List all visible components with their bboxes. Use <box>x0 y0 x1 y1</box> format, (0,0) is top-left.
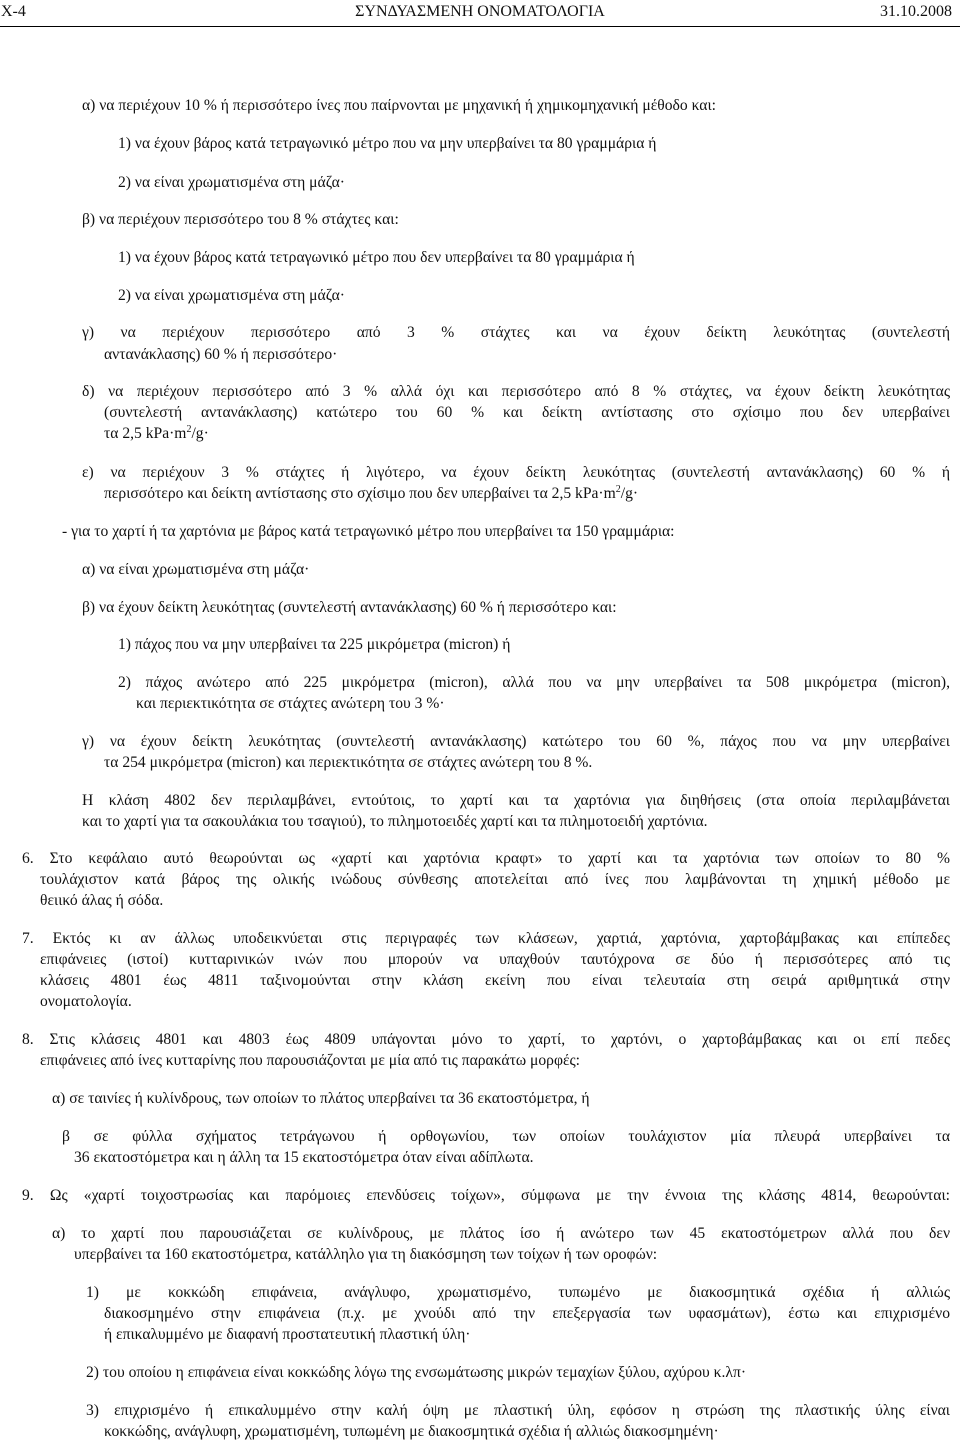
text-line: 1) με κοκκώδη επιφάνεια, ανάγλυφο, χρωματισμένο, τυπωμένο με διακοσμητικά σχέδια ή αλλιώς <box>86 1284 950 1301</box>
text-line: υπερβαίνει τα 160 εκατοστόμετρα, κατάλληλο για τη διακόσμηση των τοίχων ή των οροφών: <box>74 1246 658 1263</box>
text-line: θειικό άλας ή σόδα. <box>40 892 164 909</box>
text-line: τουλάχιστον κατά βάρος της ολικής ινώδους σύνθεσης αποτελείται από ίνες που λαμβάνονται τη χημική μέθοδο με <box>40 871 950 888</box>
text-line: και το χαρτί για τα σακουλάκια του τσαγιού), το πιλημοτοειδές χαρτί και τα πιλημοτοειδή χαρτόνια. <box>82 813 708 830</box>
text-line: 1) πάχος που να μην υπερβαίνει τα 225 μικρόμετρα (micron) ή <box>118 636 511 653</box>
text-line: ή επικαλυμμένο με διαφανή προστατευτική πλαστική ύλη· <box>104 1326 471 1343</box>
text-line: β) να έχουν δείκτη λευκότητας (συντελεστή αντανάκλασης) 60 % ή περισσότερο και: <box>82 599 617 616</box>
text-line: και περιεκτικότητα σε στάχτες ανώτερη του 3 %· <box>136 695 445 712</box>
text-line: τα 254 μικρόμετρα (micron) και περιεκτικότητα σε στάχτες ανώτερη του 8 %. <box>104 754 593 771</box>
text-line: διακοσμημένο στην επιφάνεια (π.χ. με χνούδι από την επεξεργασία των υφασμάτων), έστω και επιχρισμένο <box>104 1305 950 1322</box>
header-rule <box>0 26 960 27</box>
text-line: Η κλάση 4802 δεν περιλαμβάνει, εντούτοις, το χαρτί και τα χαρτόνια για διηθήσεις (στα οποία περιλαμβάνεται <box>82 792 950 809</box>
text-line: γ) να περιέχουν περισσότερο από 3 % στάχτες και να έχουν δείκτη λευκότητας (συντελεστή <box>82 324 950 341</box>
text-line: 1) να έχουν βάρος κατά τετραγωνικό μέτρο που δεν υπερβαίνει τα 80 γραμμάρια ή <box>118 249 635 266</box>
text-fragment: τα 2,5 kPa·m <box>104 425 187 442</box>
text-line: α) να είναι χρωματισμένα στη μάζα· <box>82 561 310 578</box>
text-line: δ) να περιέχουν περισσότερο από 3 % αλλά όχι και περισσότερο από 8 % στάχτες, να έχουν δείκτη λευκότητας <box>82 383 950 400</box>
text-line: επιφάνειες από ίνες κυτταρίνης που παρουσιάζονται με μία από τις παρακάτω μορφές: <box>40 1052 581 1069</box>
text-line: β) να περιέχουν περισσότερο του 8 % στάχτες και: <box>82 211 399 228</box>
text-line: 36 εκατοστόμετρα και η άλλη τα 15 εκατοστόμετρα όταν είναι αδίπλωτα. <box>74 1149 534 1166</box>
text-line: 7. Εκτός κι αν άλλως υποδεικνύεται στις περιγραφές των κλάσεων, χαρτιά, χαρτόνια, χαρτοβάμβακας και επίπεδες <box>22 930 950 947</box>
text-line: ονοματολογία. <box>40 993 132 1010</box>
superscript: 2 <box>186 424 192 435</box>
text-line: α) σε ταινίες ή κυλίνδρους, των οποίων το πλάτος υπερβαίνει τα 36 εκατοστόμετρα, ή <box>52 1090 590 1107</box>
text-line: 9. Ως «χαρτί τοιχοστρωσίας και παρόμοιες επενδύσεις τοίχων», σύμφωνα με την έννοια της κλάσης 4814, θεωρούνται: <box>22 1187 950 1204</box>
text-fragment: περισσότερο και δείκτη αντίστασης στο σχίσιμο που δεν υπερβαίνει τα 2,5 kPa·m <box>104 485 616 502</box>
text-line: επιφάνειες (ιστοί) κυτταρινικών ινών που μπορούν να υπαχθούν ταυτόχρονα σε δύο ή περισσότερες από τις <box>40 951 950 968</box>
text-line: 2) να είναι χρωματισμένα στη μάζα· <box>118 287 345 304</box>
text-line: ε) να περιέχουν 3 % στάχτες ή λιγότερο, να έχουν δείκτη λευκότητας (συντελεστή αντανάκλασης) 60 % ή <box>82 464 950 481</box>
superscript: 2 <box>615 484 621 495</box>
text-line: κλάσεις 4801 έως 4811 ταξινομούνται στην κλάση εκείνη που είναι τελευταία στη σειρά αριθμητικά στην <box>40 972 950 989</box>
text-line: 1) να έχουν βάρος κατά τετραγωνικό μέτρο που να μην υπερβαίνει τα 80 γραμμάρια ή <box>118 135 657 152</box>
text-line: α) το χαρτί που παρουσιάζεται σε κυλίνδρους, με πλάτος ίσο ή ανώτερο των 45 εκατοστόμετρων αλλά που δεν <box>52 1225 950 1242</box>
text-line: 2) του οποίου η επιφάνεια είναι κοκκώδης λόγω της ενσωμάτωσης μικρών τεμαχίων ξύλου, αχύρου κ.λπ· <box>86 1364 747 1381</box>
text-line <box>104 484 638 504</box>
page-number: X-4 <box>1 3 26 20</box>
text-line: 2) πάχος ανώτερο από 225 μικρόμετρα (micron), αλλά που να μην υπερβαίνει τα 508 μικρόμετρα (micron), <box>118 674 950 691</box>
text-line: αντανάκλασης) 60 % ή περισσότερο· <box>104 346 338 363</box>
text-line: 6. Στο κεφάλαιο αυτό θεωρούνται ως «χαρτί και χαρτόνια κραφτ» το χαρτί και τα χαρτόνια των οποίων το 80 % <box>22 850 950 867</box>
text-line: 2) να είναι χρωματισμένα στη μάζα· <box>118 174 345 191</box>
text-line: κοκκώδης, ανάγλυφη, χρωματισμένη, τυπωμένη με διακοσμητικά σχέδια ή αλλιώς διακοσμημένη· <box>104 1423 719 1440</box>
page-header <box>0 0 960 30</box>
page-date: 31.10.2008 <box>880 3 952 20</box>
text-line: (συντελεστή αντανάκλασης) κατώτερο του 60 % και δείκτη αντίστασης στο σχίσιμο που δεν υπερβαίνει <box>104 404 950 421</box>
text-line: β σε φύλλα σχήματος τετράγωνου ή ορθογωνίου, των οποίων τουλάχιστον μία πλευρά υπερβαίνει τα <box>62 1128 950 1145</box>
text-line: α) να περιέχουν 10 % ή περισσότερο ίνες που παίρνονται με μηχανική ή χημικομηχανική μέθοδο και: <box>82 97 716 114</box>
text-line <box>104 424 209 444</box>
text-fragment: /g· <box>191 425 209 442</box>
text-line: - για το χαρτί ή τα χαρτόνια με βάρος κατά τετραγωνικό μέτρο που υπερβαίνει τα 150 γραμμάρια: <box>62 523 675 540</box>
page-title: ΣΥΝΔΥΑΣΜΕΝΗ ΟΝΟΜΑΤΟΛΟΓΙΑ <box>355 3 605 20</box>
text-line: 8. Στις κλάσεις 4801 και 4803 έως 4809 υπάγονται μόνο το χαρτί, το χαρτόνι, ο χαρτοβάμβακας και οι επί πεδες <box>22 1031 950 1048</box>
text-line: γ) να έχουν δείκτη λευκότητας (συντελεστή αντανάκλασης) κατώτερο του 60 %, πάχος που να μην υπερβαίνει <box>82 733 950 750</box>
text-fragment: /g· <box>620 485 639 502</box>
text-line: 3) επιχρισμένο ή επικαλυμμένο στην καλή όψη με πλαστική ύλη, εφόσον η στρώση της πλαστικής ύλης είναι <box>86 1402 950 1419</box>
